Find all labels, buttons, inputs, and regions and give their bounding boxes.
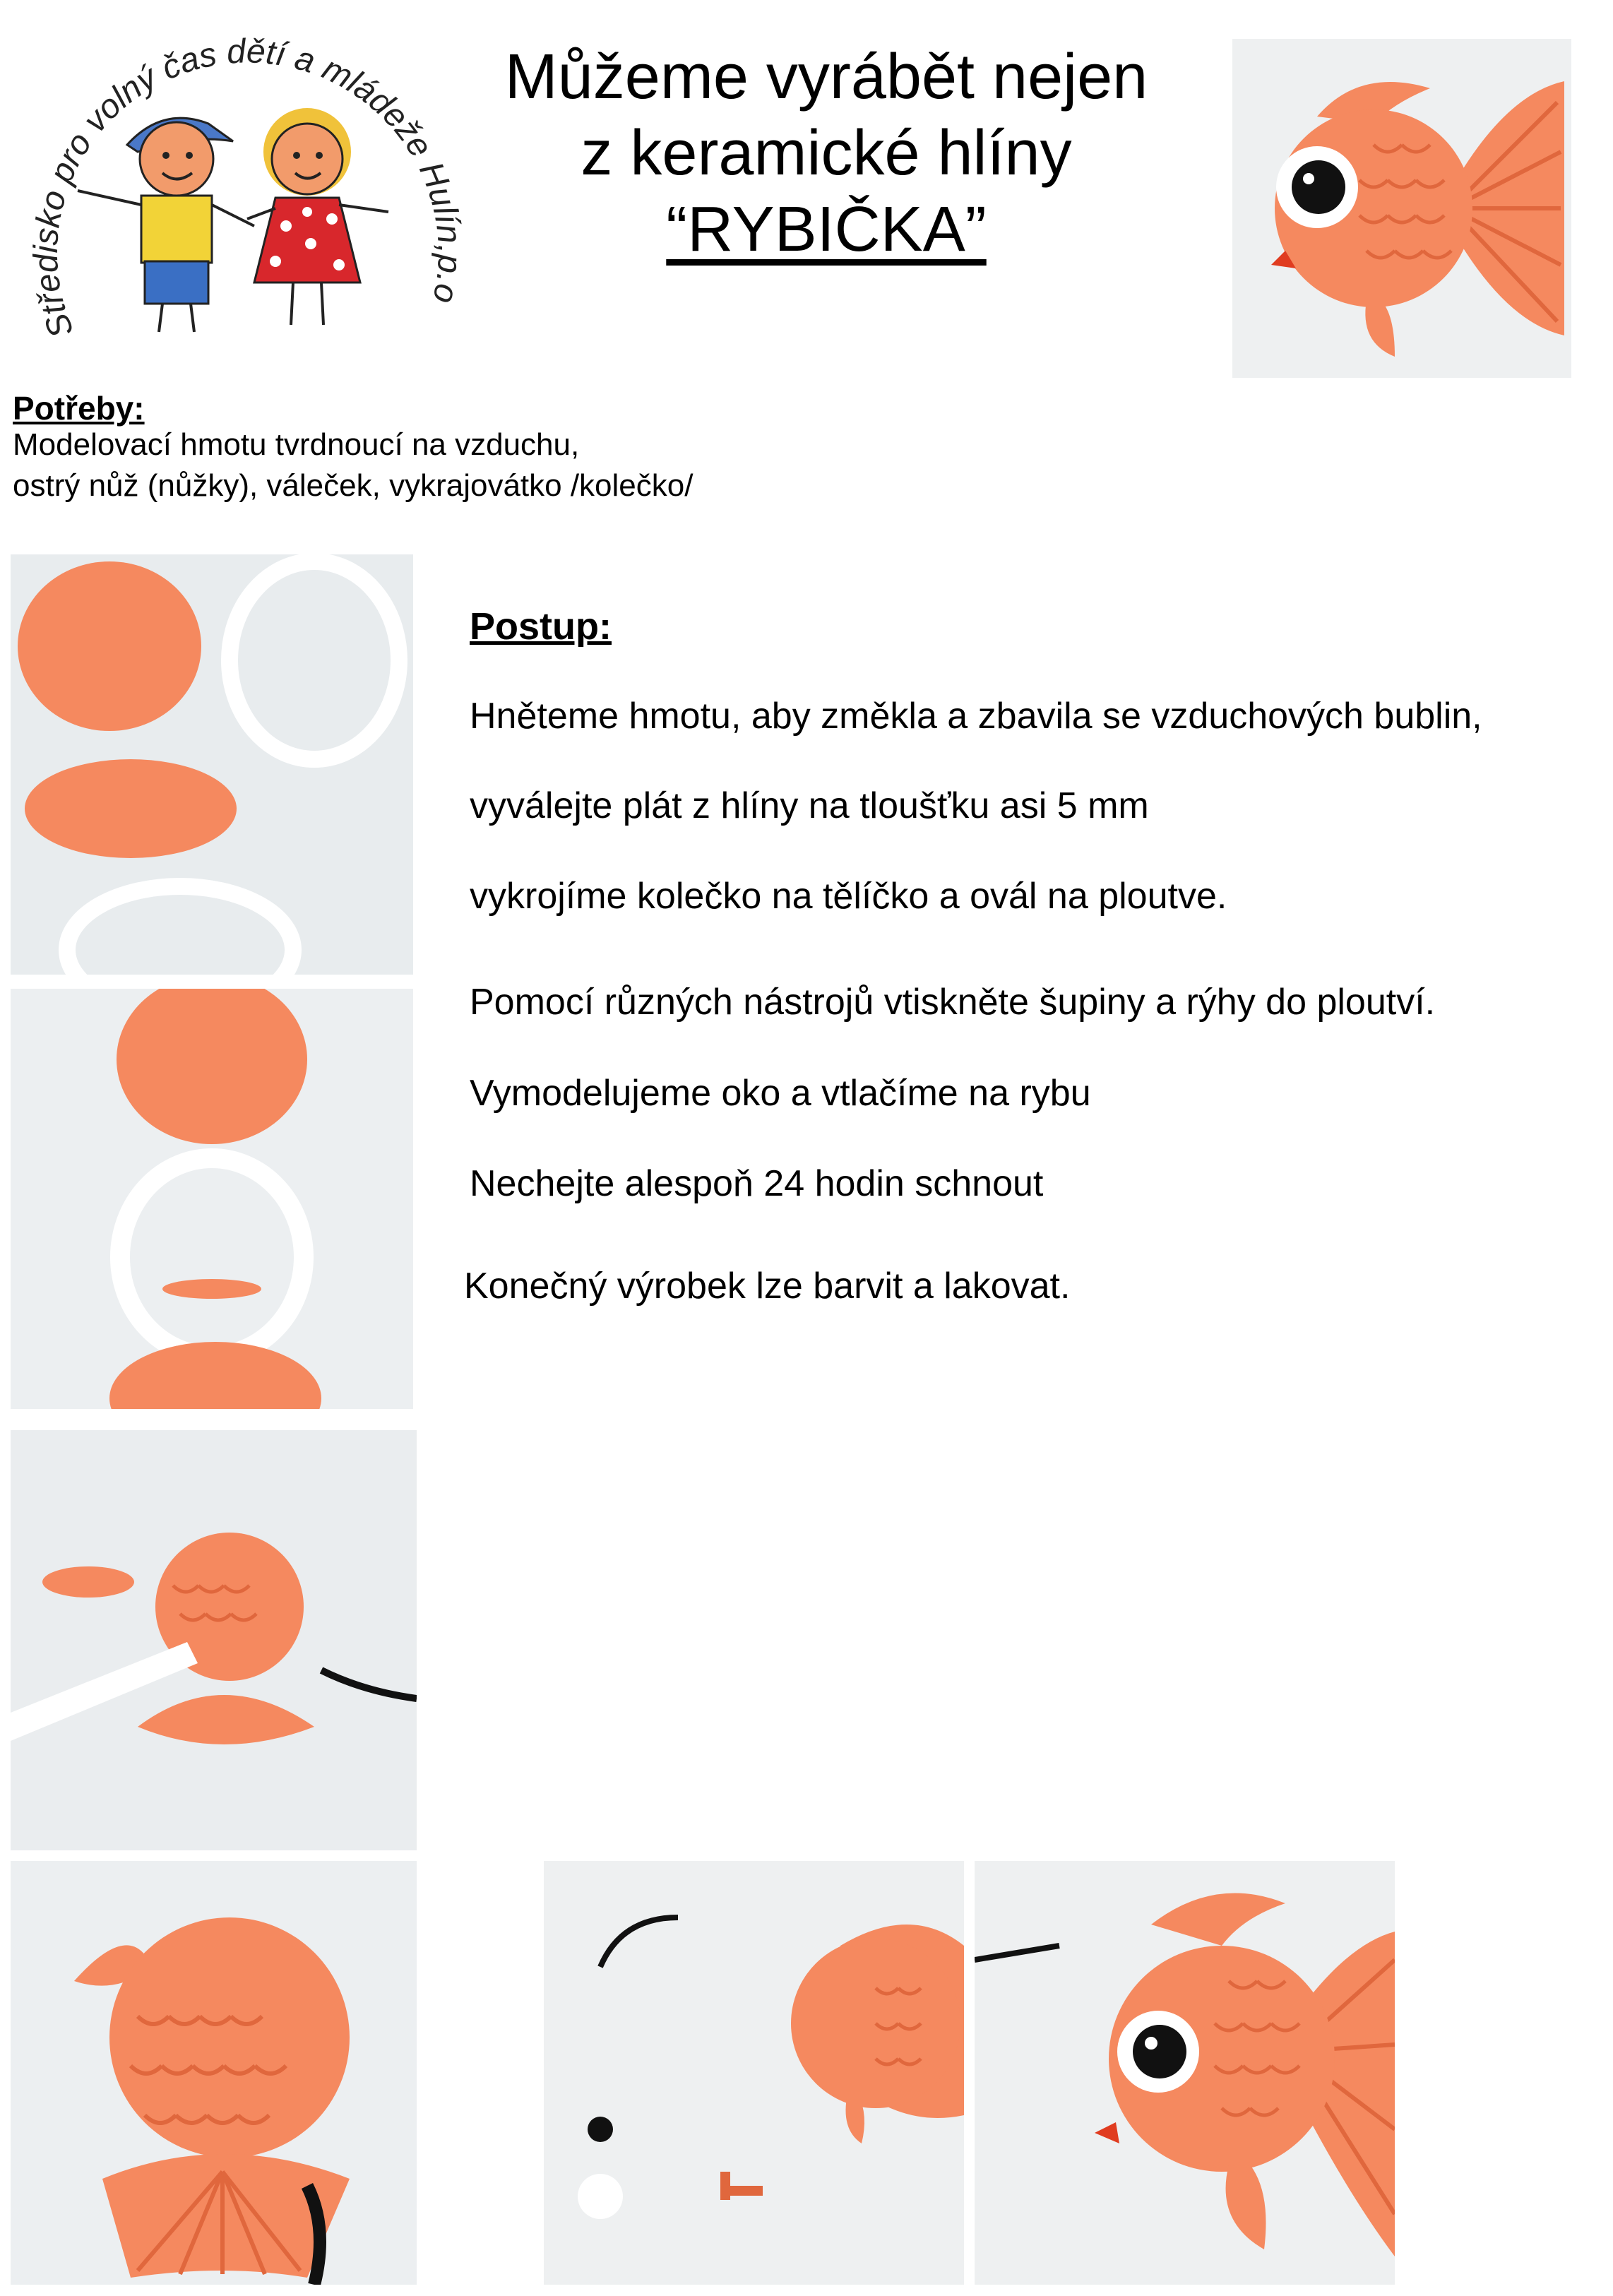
step-photo-eye-parts [544,1861,964,2285]
logo-arc-text: Středisko pro volný čas dětí a mládeže Hulín,p.o [27,32,469,343]
needs-heading: Potřeby: [13,390,145,427]
step-photo-scales [11,1430,417,1850]
procedure-step-1: Hněteme hmotu, aby změkla a zbavila se vzduchových bublin, [470,696,1482,737]
procedure-step-5: Vymodelujeme oko a vtlačíme na rybu [470,1073,1091,1114]
procedure-step-6: Nechejte alespoň 24 hodin schnout [470,1163,1044,1204]
scales-illustration [11,1430,417,1850]
needs-line-2: ostrý nůž (nůžky), váleček, vykrajovátko /kolečko/ [13,468,694,503]
eye-parts-illustration [544,1861,964,2285]
ring-illustration [11,989,413,1409]
procedure-step-2: vyválejte plát z hlíny na tloušťku asi 5 mm [470,785,1149,826]
finished-fish-photo [1232,39,1571,378]
procedure-step-3: vykrojíme kolečko na tělíčko a ovál na ploutve. [470,876,1227,917]
girl-figure [247,108,388,325]
page-title [452,39,1201,268]
title-line-3: “RYBIČKA” [666,194,987,265]
procedure-step-7: Konečný výrobek lze barvit a lakovat. [464,1266,1071,1307]
step-photo-ring [11,989,413,1409]
procedure-heading: Postup: [470,605,612,648]
fins-illustration [11,1861,417,2285]
step-photo-cutouts [11,554,413,975]
fish-illustration [1232,39,1571,378]
step-photo-final-fish [975,1861,1395,2285]
title-line-2: z keramické hlíny [581,118,1072,189]
procedure-step-4: Pomocí různých nástrojů vtiskněte šupiny a rýhy do ploutví. [470,982,1436,1023]
cutouts-illustration [11,554,413,975]
needs-line-1: Modelovací hmotu tvrdnoucí na vzduchu, [13,427,580,462]
step-photo-fins [11,1861,417,2285]
logo-graphic [21,0,487,353]
boy-figure [78,118,254,332]
final-fish-illustration [975,1861,1395,2285]
title-line-1: Můžeme vyrábět nejen [504,42,1148,112]
logo [21,0,487,353]
